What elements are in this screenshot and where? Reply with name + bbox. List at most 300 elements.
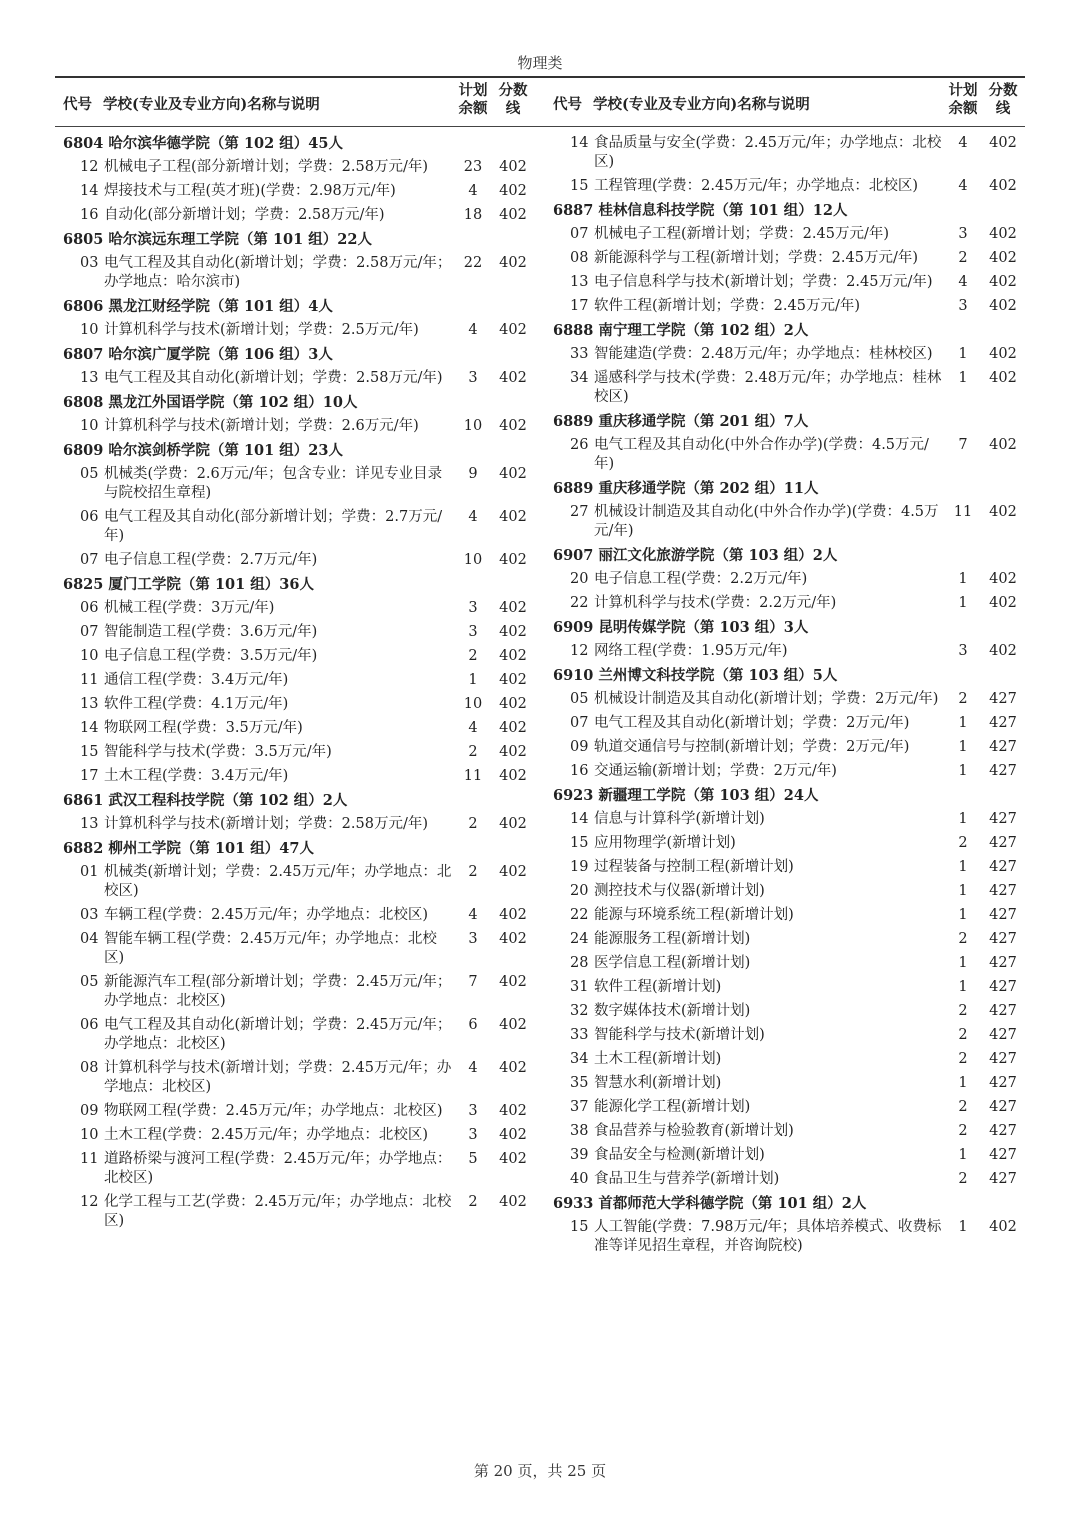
plan-remaining: 4 [958,135,968,151]
group-code: 6888 [553,322,594,339]
school-group-heading [545,784,1030,808]
school-group-heading [55,295,540,319]
plan-remaining: 2 [958,835,968,851]
score-line: 402 [989,346,1017,362]
major-row [55,1124,540,1148]
major-row [545,1072,1030,1096]
major-code: 08 [570,250,589,266]
major-row [545,976,1030,1000]
score-line: 427 [989,691,1017,707]
score-line: 402 [989,643,1017,659]
major-row [55,415,540,439]
major-row [545,1168,1030,1192]
group-code: 6889 [553,413,594,430]
school-group-heading [545,199,1030,223]
major-row [545,904,1030,928]
major-name: 机械电子工程(新增计划；学费：2.45万元/年) [594,226,889,242]
plan-remaining: 4 [958,274,968,290]
major-name: 数字媒体技术(新增计划) [594,1003,751,1019]
major-name: 电气工程及其自动化(新增计划；学费：2万元/年) [594,715,910,731]
plan-remaining: 9 [468,466,478,482]
major-code: 12 [80,1194,99,1210]
major-name: 人工智能(学费：7.98万元/年；具体培养模式、收费标准等详见招生章程，并咨询院校) [594,1219,942,1254]
major-name: 车辆工程(学费：2.45万元/年；办学地点：北校区) [104,907,428,923]
score-line: 427 [989,715,1017,731]
score-line: 427 [989,859,1017,875]
major-row [55,204,540,228]
plan-remaining: 2 [468,648,478,664]
major-code: 40 [570,1171,589,1187]
major-row [545,808,1030,832]
major-code: 15 [570,178,589,194]
page-title: 物理类 [517,54,563,72]
major-code: 08 [80,1060,99,1076]
major-code: 09 [80,1103,99,1119]
major-code: 05 [570,691,589,707]
score-line: 402 [499,1151,527,1167]
major-name: 道路桥梁与渡河工程(学费：2.45万元/年；办学地点：北校区) [104,1151,452,1186]
score-line: 402 [499,864,527,880]
major-name: 自动化(部分新增计划；学费：2.58万元/年) [104,207,385,223]
plan-remaining: 2 [958,1123,968,1139]
plan-remaining: 1 [958,763,968,779]
major-row [55,549,540,573]
plan-remaining: 3 [468,931,478,947]
major-row [545,1216,1030,1259]
group-code: 6807 [63,346,104,363]
group-name: 重庆移通学院（第 201 组）7人 [598,413,809,430]
score-line: 402 [989,370,1017,386]
major-name: 应用物理学(新增计划) [594,835,736,851]
major-name: 电气工程及其自动化(部分新增计划；学费：2.7万元/年) [104,509,443,544]
score-line: 402 [499,322,527,338]
major-code: 37 [570,1099,589,1115]
plan-remaining: 23 [463,159,483,175]
major-row [545,640,1030,664]
plan-remaining: 7 [958,437,968,453]
major-code: 10 [80,322,99,338]
major-code: 38 [570,1123,589,1139]
major-name: 计算机科学与技术(新增计划；学费：2.45万元/年；办学地点：北校区) [104,1060,452,1095]
group-name: 哈尔滨远东理工学院（第 101 组）22人 [108,231,372,248]
major-code: 12 [570,643,589,659]
score-line: 402 [499,768,527,784]
score-line: 402 [499,648,527,664]
major-code: 14 [570,135,589,151]
plan-remaining: 4 [468,509,478,525]
major-name: 计算机科学与技术(新增计划；学费：2.5万元/年) [104,322,419,338]
major-code: 07 [80,552,99,568]
school-group-heading [545,477,1030,501]
major-name: 电气工程及其自动化(新增计划；学费：2.58万元/年) [104,370,443,386]
table-header [55,76,540,126]
major-name: 智能科学与技术(学费：3.5万元/年) [104,744,332,760]
major-row [545,688,1030,712]
score-line: 402 [499,696,527,712]
score-line: 402 [499,600,527,616]
major-row [545,501,1030,544]
group-name: 武汉工程科技学院（第 102 组）2人 [108,792,348,809]
header-plan: 计划余额 [458,82,488,117]
major-row [545,175,1030,199]
major-row [55,319,540,343]
major-code: 12 [80,159,99,175]
major-name: 电子信息工程(学费：2.2万元/年) [594,571,808,587]
score-line: 402 [499,1017,527,1033]
plan-remaining: 1 [958,1147,968,1163]
group-code: 6805 [63,231,104,248]
major-name: 能源与环境系统工程(新增计划) [594,907,794,923]
score-line: 427 [989,739,1017,755]
major-name: 能源化学工程(新增计划) [594,1099,751,1115]
group-code: 6910 [553,667,594,684]
major-code: 20 [570,883,589,899]
school-group-heading [545,616,1030,640]
group-code: 6808 [63,394,104,411]
major-row [545,1048,1030,1072]
plan-remaining: 2 [958,250,968,266]
plan-remaining: 3 [468,370,478,386]
major-row [545,132,1030,175]
plan-remaining: 4 [468,183,478,199]
major-name: 信息与计算科学(新增计划) [594,811,765,827]
plan-remaining: 2 [958,1051,968,1067]
major-code: 16 [80,207,99,223]
major-name: 食品营养与检验教育(新增计划) [594,1123,794,1139]
plan-remaining: 22 [463,255,483,271]
major-row [55,928,540,971]
major-code: 13 [80,816,99,832]
major-code: 10 [80,648,99,664]
score-line: 427 [989,1003,1017,1019]
major-row [55,904,540,928]
major-row [545,295,1030,319]
major-code: 22 [570,595,589,611]
major-code: 06 [80,509,99,525]
header-code: 代号 [63,96,92,113]
major-code: 13 [80,370,99,386]
score-line: 427 [989,835,1017,851]
major-name: 智慧水利(新增计划) [594,1075,722,1091]
group-name: 重庆移通学院（第 202 组）11人 [598,480,819,497]
group-name: 南宁理工学院（第 102 组）2人 [598,322,809,339]
score-line: 402 [499,816,527,832]
plan-remaining: 2 [958,691,968,707]
major-name: 网络工程(学费：1.95万元/年) [594,643,788,659]
plan-remaining: 1 [958,955,968,971]
school-group-heading [55,573,540,597]
group-name: 厦门工学院（第 101 组）36人 [108,576,314,593]
group-code: 6907 [553,547,594,564]
major-name: 电气工程及其自动化(新增计划；学费：2.58万元/年；办学地点：哈尔滨市) [104,255,452,290]
group-name: 桂林信息科技学院（第 101 组）12人 [598,202,848,219]
major-code: 17 [570,298,589,314]
major-code: 11 [80,1151,99,1167]
plan-remaining: 6 [468,1017,478,1033]
major-row [545,271,1030,295]
score-line: 402 [499,672,527,688]
major-code: 05 [80,466,99,482]
group-name: 黑龙江外国语学院（第 102 组）10人 [108,394,358,411]
major-name: 土木工程(新增计划) [594,1051,722,1067]
major-name: 过程装备与控制工程(新增计划) [594,859,794,875]
major-code: 09 [570,739,589,755]
plan-remaining: 2 [468,744,478,760]
major-name: 食品质量与安全(学费：2.45万元/年；办学地点：北校区) [594,135,942,170]
score-line: 402 [989,135,1017,151]
major-code: 39 [570,1147,589,1163]
plan-remaining: 5 [468,1151,478,1167]
major-code: 34 [570,1051,589,1067]
group-name: 首都师范大学科德学院（第 101 组）2人 [598,1195,867,1212]
score-line: 427 [989,1075,1017,1091]
major-row [55,717,540,741]
major-code: 04 [80,931,99,947]
major-row [545,712,1030,736]
major-name: 物联网工程(学费：3.5万元/年) [104,720,303,736]
major-name: 机械类(学费：2.6万元/年；包含专业：详见专业目录与院校招生章程) [104,466,443,501]
major-code: 32 [570,1003,589,1019]
right-rows [545,126,1030,1259]
major-row [545,880,1030,904]
group-name: 黑龙江财经学院（第 101 组）4人 [108,298,333,315]
header-code: 代号 [553,96,582,113]
school-group-heading [55,391,540,415]
plan-remaining: 1 [958,883,968,899]
plan-remaining: 3 [958,643,968,659]
score-line: 402 [499,974,527,990]
group-code: 6806 [63,298,104,315]
major-code: 34 [570,370,589,386]
group-name: 哈尔滨广厦学院（第 106 组）3人 [108,346,333,363]
major-code: 06 [80,1017,99,1033]
plan-remaining: 1 [958,811,968,827]
major-row [545,952,1030,976]
major-name: 智能车辆工程(学费：2.45万元/年；办学地点：北校区) [104,931,437,966]
major-code: 13 [570,274,589,290]
score-line: 402 [499,509,527,525]
group-code: 6882 [63,840,104,857]
major-code: 33 [570,346,589,362]
major-code: 26 [570,437,589,453]
major-row [55,621,540,645]
plan-remaining: 2 [468,1194,478,1210]
major-row [55,693,540,717]
major-name: 智能建造(学费：2.48万元/年；办学地点：桂林校区) [594,346,933,362]
plan-remaining: 18 [463,207,483,223]
plan-remaining: 1 [958,1219,968,1235]
major-name: 软件工程(新增计划；学费：2.45万元/年) [594,298,860,314]
major-row [55,1014,540,1057]
major-row [545,1000,1030,1024]
major-name: 工程管理(学费：2.45万元/年；办学地点：北校区) [594,178,918,194]
major-code: 03 [80,907,99,923]
score-line: 402 [989,226,1017,242]
score-line: 402 [499,552,527,568]
major-code: 14 [80,183,99,199]
plan-remaining: 1 [958,1075,968,1091]
major-row [55,597,540,621]
score-line: 427 [989,1027,1017,1043]
major-code: 10 [80,1127,99,1143]
table-header [545,76,1030,126]
group-code: 6909 [553,619,594,636]
major-code: 07 [570,715,589,731]
plan-remaining: 11 [463,768,483,784]
major-row [545,434,1030,477]
major-row [55,180,540,204]
major-row [545,1120,1030,1144]
major-code: 31 [570,979,589,995]
score-line: 402 [499,370,527,386]
score-line: 427 [989,1051,1017,1067]
score-line: 402 [499,418,527,434]
score-line: 402 [499,1194,527,1210]
major-code: 24 [570,931,589,947]
major-name: 新能源科学与工程(新增计划；学费：2.45万元/年) [594,250,918,266]
plan-remaining: 3 [468,1127,478,1143]
major-name: 软件工程(学费：4.1万元/年) [104,696,289,712]
major-name: 机械电子工程(部分新增计划；学费：2.58万元/年) [104,159,428,175]
score-line: 402 [499,907,527,923]
header-score: 分数线 [988,82,1018,117]
group-code: 6804 [63,135,104,152]
major-row [55,765,540,789]
major-row [545,223,1030,247]
plan-remaining: 2 [958,1099,968,1115]
plan-remaining: 2 [958,1027,968,1043]
major-name: 电气工程及其自动化(新增计划；学费：2.45万元/年；办学地点：北校区) [104,1017,452,1052]
plan-remaining: 11 [953,504,973,520]
header-score: 分数线 [498,82,528,117]
score-line: 427 [989,1171,1017,1187]
score-line: 402 [499,466,527,482]
score-line: 402 [499,744,527,760]
major-row [55,813,540,837]
score-line: 427 [989,931,1017,947]
major-code: 35 [570,1075,589,1091]
plan-remaining: 1 [958,907,968,923]
score-line: 402 [499,1060,527,1076]
score-line: 402 [989,571,1017,587]
major-name: 机械设计制造及其自动化(中外合作办学)(学费：4.5万元/年) [594,504,939,539]
major-name: 计算机科学与技术(学费：2.2万元/年) [594,595,837,611]
page-footer: 第 20 页，共 25 页 [473,1462,607,1480]
score-line: 427 [989,955,1017,971]
major-row [545,568,1030,592]
major-code: 28 [570,955,589,971]
score-line: 402 [989,595,1017,611]
group-name: 丽江文化旅游学院（第 103 组）2人 [598,547,838,564]
group-name: 哈尔滨华德学院（第 102 组）45人 [108,135,343,152]
major-code: 15 [570,1219,589,1235]
major-row [55,669,540,693]
score-line: 427 [989,763,1017,779]
major-row [55,1100,540,1124]
plan-remaining: 4 [468,907,478,923]
major-name: 软件工程(新增计划) [594,979,722,995]
score-line: 427 [989,1147,1017,1163]
plan-remaining: 2 [468,864,478,880]
major-code: 14 [80,720,99,736]
score-line: 402 [989,437,1017,453]
major-name: 遥感科学与技术(学费：2.48万元/年；办学地点：桂林校区) [594,370,942,405]
group-name: 兰州博文科技学院（第 103 组）5人 [598,667,838,684]
group-code: 6825 [63,576,104,593]
plan-remaining: 2 [958,931,968,947]
major-code: 07 [80,624,99,640]
header-plan: 计划余额 [948,82,978,117]
plan-remaining: 4 [958,178,968,194]
plan-remaining: 10 [463,418,483,434]
plan-remaining: 2 [958,1171,968,1187]
major-row [545,856,1030,880]
major-name: 食品安全与检测(新增计划) [594,1147,765,1163]
school-group-heading [545,664,1030,688]
school-group-heading [55,837,540,861]
plan-remaining: 4 [468,1060,478,1076]
major-code: 11 [80,672,99,688]
major-code: 15 [80,744,99,760]
school-group-heading [545,544,1030,568]
plan-remaining: 4 [468,720,478,736]
school-group-heading [55,789,540,813]
score-line: 427 [989,811,1017,827]
plan-remaining: 2 [468,816,478,832]
school-group-heading [55,132,540,156]
score-line: 402 [499,255,527,271]
major-code: 14 [570,811,589,827]
major-name: 新能源汽车工程(部分新增计划；学费：2.45万元/年；办学地点：北校区) [104,974,452,1009]
major-name: 电子信息工程(学费：3.5万元/年) [104,648,318,664]
right-column [545,76,1030,1259]
score-line: 427 [989,1123,1017,1139]
plan-remaining: 1 [958,739,968,755]
group-code: 6887 [553,202,594,219]
header-name: 学校(专业及专业方向)名称与说明 [103,96,320,113]
major-name: 智能制造工程(学费：3.6万元/年) [104,624,318,640]
major-name: 化学工程与工艺(学费：2.45万元/年；办学地点：北校区) [104,1194,452,1229]
score-line: 402 [499,207,527,223]
major-code: 27 [570,504,589,520]
major-row [55,463,540,506]
major-name: 通信工程(学费：3.4万元/年) [104,672,289,688]
major-row [55,971,540,1014]
plan-remaining: 2 [958,1003,968,1019]
major-name: 食品卫生与营养学(新增计划) [594,1171,780,1187]
major-name: 计算机科学与技术(新增计划；学费：2.58万元/年) [104,816,428,832]
major-code: 15 [570,835,589,851]
major-row [545,1096,1030,1120]
major-name: 电子信息工程(学费：2.7万元/年) [104,552,318,568]
score-line: 402 [499,1103,527,1119]
score-line: 427 [989,979,1017,995]
group-code: 6809 [63,442,104,459]
major-row [55,1057,540,1100]
major-code: 07 [570,226,589,242]
score-line: 402 [499,1127,527,1143]
major-code: 33 [570,1027,589,1043]
plan-remaining: 3 [468,624,478,640]
major-row [545,592,1030,616]
major-name: 土木工程(学费：3.4万元/年) [104,768,289,784]
plan-remaining: 1 [958,595,968,611]
score-line: 402 [499,183,527,199]
major-code: 06 [80,600,99,616]
major-row [545,343,1030,367]
plan-remaining: 1 [958,346,968,362]
major-name: 交通运输(新增计划；学费：2万元/年) [594,763,837,779]
